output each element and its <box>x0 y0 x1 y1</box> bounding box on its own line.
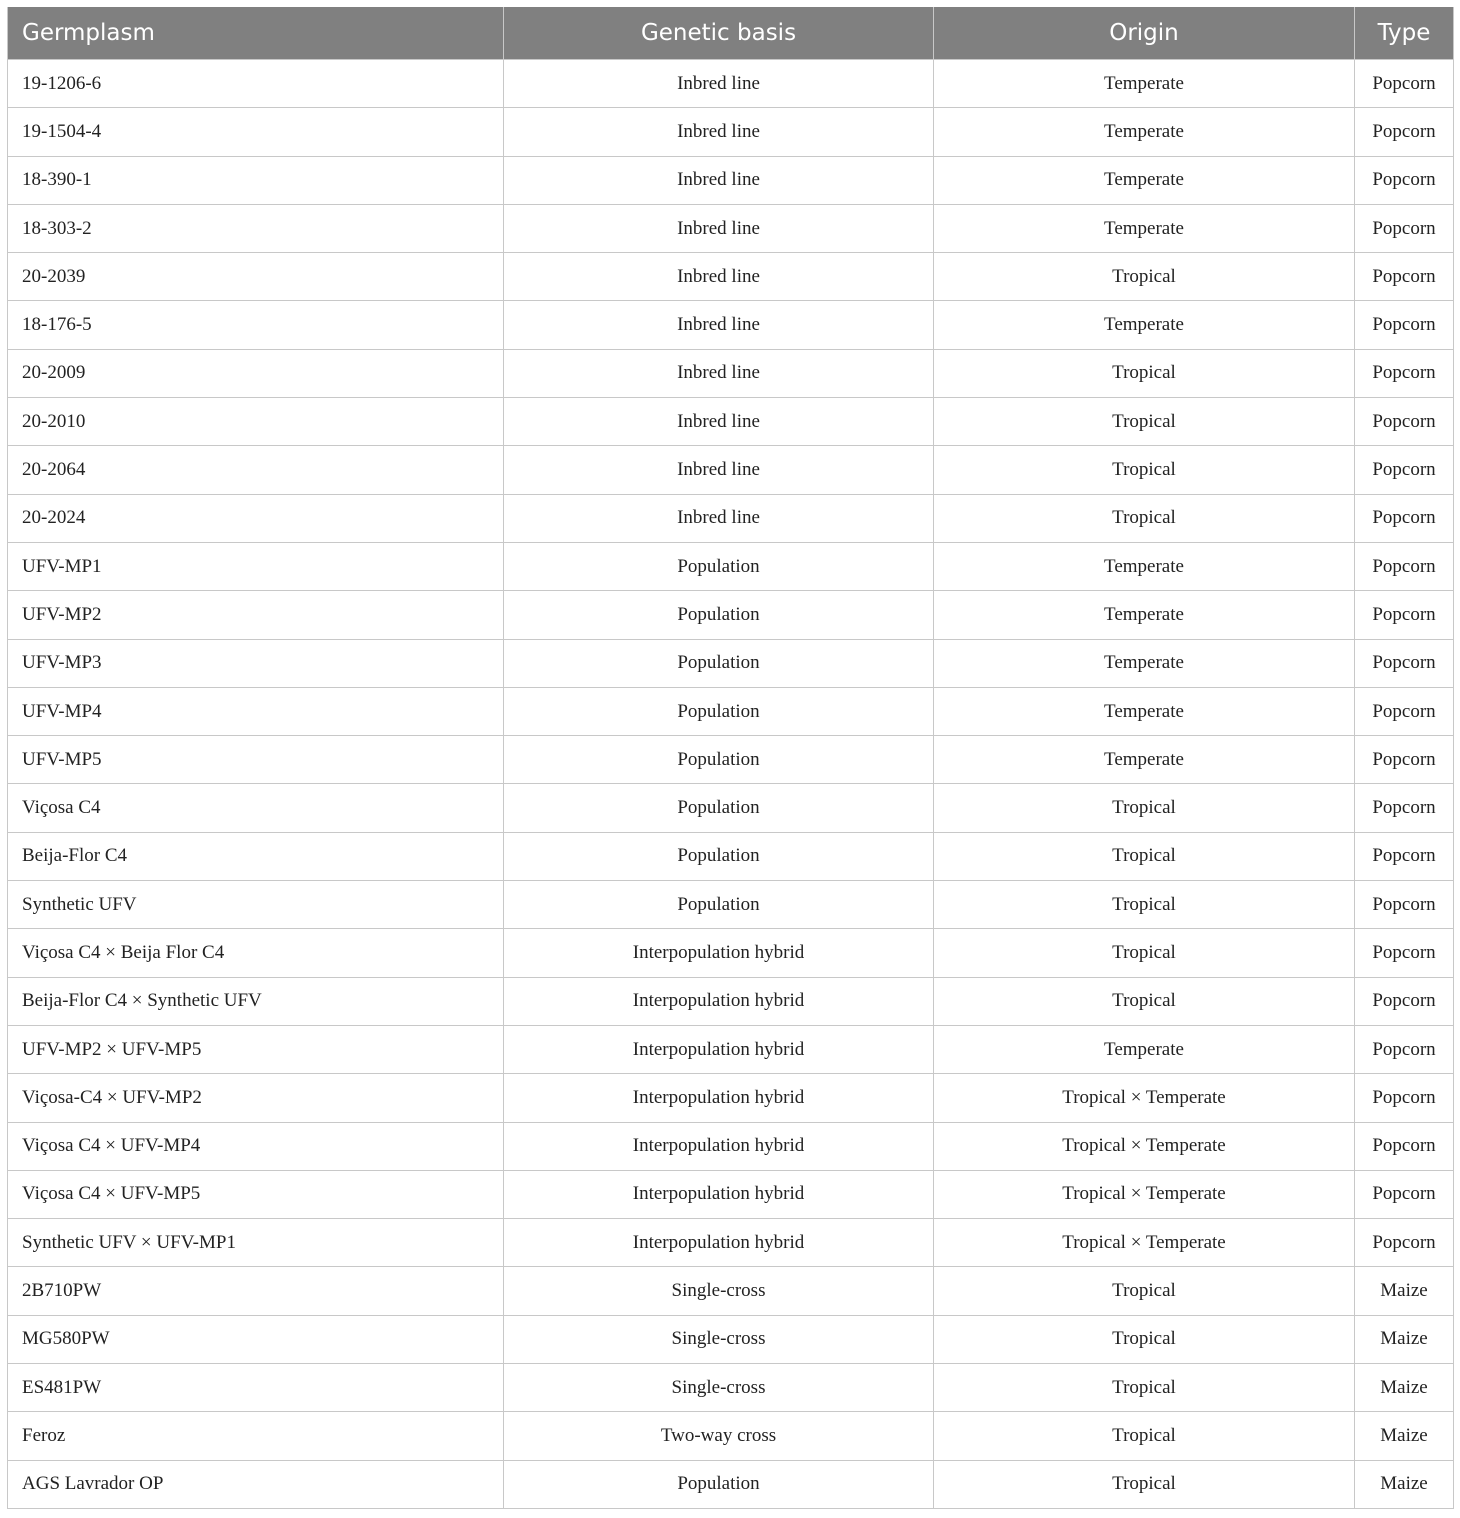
cell-germplasm: MG580PW <box>8 1315 504 1363</box>
cell-type: Maize <box>1355 1267 1454 1315</box>
header-genetic-basis: Genetic basis <box>504 7 934 60</box>
header-type: Type <box>1355 7 1454 60</box>
cell-germplasm: UFV-MP5 <box>8 736 504 784</box>
cell-origin: Tropical <box>934 494 1355 542</box>
cell-germplasm: 19-1504-4 <box>8 108 504 156</box>
table-row <box>8 542 1454 590</box>
cell-genetic-basis: Interpopulation hybrid <box>504 929 934 977</box>
cell-type: Popcorn <box>1355 542 1454 590</box>
cell-genetic-basis: Inbred line <box>504 446 934 494</box>
header-origin: Origin <box>934 7 1355 60</box>
cell-type: Popcorn <box>1355 253 1454 301</box>
cell-type: Popcorn <box>1355 1025 1454 1073</box>
cell-germplasm: Viçosa C4 × UFV-MP5 <box>8 1170 504 1218</box>
cell-origin: Tropical <box>934 784 1355 832</box>
cell-germplasm: Beija-Flor C4 <box>8 832 504 880</box>
cell-type: Maize <box>1355 1412 1454 1460</box>
cell-origin: Temperate <box>934 591 1355 639</box>
table-row <box>8 1074 1454 1122</box>
cell-origin: Temperate <box>934 542 1355 590</box>
cell-type: Popcorn <box>1355 156 1454 204</box>
cell-origin: Tropical <box>934 1267 1355 1315</box>
cell-origin: Tropical <box>934 398 1355 446</box>
table-row <box>8 156 1454 204</box>
cell-type: Maize <box>1355 1364 1454 1412</box>
cell-type: Maize <box>1355 1460 1454 1508</box>
cell-type: Popcorn <box>1355 881 1454 929</box>
cell-origin: Tropical <box>934 446 1355 494</box>
cell-origin: Temperate <box>934 301 1355 349</box>
cell-origin: Tropical <box>934 1460 1355 1508</box>
cell-genetic-basis: Single-cross <box>504 1267 934 1315</box>
cell-germplasm: 20-2024 <box>8 494 504 542</box>
table-row <box>8 929 1454 977</box>
table-row <box>8 1122 1454 1170</box>
table-row <box>8 349 1454 397</box>
header-germplasm: Germplasm <box>8 7 504 60</box>
cell-type: Popcorn <box>1355 494 1454 542</box>
cell-germplasm: AGS Lavrador OP <box>8 1460 504 1508</box>
cell-type: Popcorn <box>1355 204 1454 252</box>
cell-genetic-basis: Single-cross <box>504 1364 934 1412</box>
cell-origin: Temperate <box>934 639 1355 687</box>
cell-germplasm: Viçosa-C4 × UFV-MP2 <box>8 1074 504 1122</box>
cell-type: Popcorn <box>1355 1170 1454 1218</box>
cell-germplasm: 18-303-2 <box>8 204 504 252</box>
cell-germplasm: Feroz <box>8 1412 504 1460</box>
cell-origin: Tropical <box>934 832 1355 880</box>
cell-germplasm: ES481PW <box>8 1364 504 1412</box>
cell-origin: Tropical × Temperate <box>934 1074 1355 1122</box>
cell-origin: Tropical <box>934 881 1355 929</box>
cell-origin: Tropical <box>934 977 1355 1025</box>
cell-germplasm: 20-2009 <box>8 349 504 397</box>
cell-origin: Tropical <box>934 349 1355 397</box>
germplasm-table-container <box>7 7 1453 1509</box>
cell-germplasm: UFV-MP2 <box>8 591 504 639</box>
table-row <box>8 977 1454 1025</box>
cell-origin: Tropical <box>934 1412 1355 1460</box>
table-row <box>8 881 1454 929</box>
cell-type: Popcorn <box>1355 301 1454 349</box>
table-row <box>8 639 1454 687</box>
table-row <box>8 1460 1454 1508</box>
cell-germplasm: Synthetic UFV × UFV-MP1 <box>8 1219 504 1267</box>
table-row <box>8 1025 1454 1073</box>
cell-origin: Tropical <box>934 929 1355 977</box>
cell-type: Popcorn <box>1355 108 1454 156</box>
cell-germplasm: Beija-Flor C4 × Synthetic UFV <box>8 977 504 1025</box>
table-row <box>8 687 1454 735</box>
table-row <box>8 60 1454 108</box>
cell-germplasm: Viçosa C4 × Beija Flor C4 <box>8 929 504 977</box>
cell-type: Popcorn <box>1355 929 1454 977</box>
cell-genetic-basis: Population <box>504 591 934 639</box>
table-row <box>8 253 1454 301</box>
cell-genetic-basis: Interpopulation hybrid <box>504 1122 934 1170</box>
cell-germplasm: UFV-MP3 <box>8 639 504 687</box>
table-row <box>8 1219 1454 1267</box>
cell-type: Popcorn <box>1355 446 1454 494</box>
cell-germplasm: 20-2010 <box>8 398 504 446</box>
table-row <box>8 736 1454 784</box>
cell-type: Popcorn <box>1355 591 1454 639</box>
cell-origin: Tropical × Temperate <box>934 1219 1355 1267</box>
cell-genetic-basis: Inbred line <box>504 349 934 397</box>
cell-type: Popcorn <box>1355 977 1454 1025</box>
cell-genetic-basis: Population <box>504 1460 934 1508</box>
table-row <box>8 1364 1454 1412</box>
cell-genetic-basis: Interpopulation hybrid <box>504 1219 934 1267</box>
cell-genetic-basis: Interpopulation hybrid <box>504 1025 934 1073</box>
cell-genetic-basis: Inbred line <box>504 204 934 252</box>
table-row <box>8 204 1454 252</box>
cell-origin: Tropical <box>934 1364 1355 1412</box>
cell-genetic-basis: Population <box>504 687 934 735</box>
cell-origin: Tropical × Temperate <box>934 1170 1355 1218</box>
cell-type: Maize <box>1355 1315 1454 1363</box>
cell-genetic-basis: Two-way cross <box>504 1412 934 1460</box>
cell-origin: Temperate <box>934 204 1355 252</box>
table-row <box>8 494 1454 542</box>
cell-germplasm: Viçosa C4 <box>8 784 504 832</box>
cell-type: Popcorn <box>1355 832 1454 880</box>
table-row <box>8 1315 1454 1363</box>
cell-type: Popcorn <box>1355 60 1454 108</box>
cell-genetic-basis: Population <box>504 639 934 687</box>
cell-genetic-basis: Interpopulation hybrid <box>504 1170 934 1218</box>
cell-germplasm: UFV-MP2 × UFV-MP5 <box>8 1025 504 1073</box>
cell-germplasm: UFV-MP4 <box>8 687 504 735</box>
cell-germplasm: 18-176-5 <box>8 301 504 349</box>
cell-type: Popcorn <box>1355 639 1454 687</box>
cell-type: Popcorn <box>1355 1219 1454 1267</box>
cell-genetic-basis: Population <box>504 542 934 590</box>
cell-genetic-basis: Inbred line <box>504 108 934 156</box>
cell-germplasm: UFV-MP1 <box>8 542 504 590</box>
cell-genetic-basis: Single-cross <box>504 1315 934 1363</box>
cell-genetic-basis: Inbred line <box>504 301 934 349</box>
cell-type: Popcorn <box>1355 398 1454 446</box>
table-row <box>8 832 1454 880</box>
cell-germplasm: 2B710PW <box>8 1267 504 1315</box>
cell-type: Popcorn <box>1355 1122 1454 1170</box>
cell-genetic-basis: Population <box>504 736 934 784</box>
cell-germplasm: 20-2039 <box>8 253 504 301</box>
table-body <box>8 60 1454 1509</box>
cell-origin: Temperate <box>934 736 1355 784</box>
germplasm-table <box>7 7 1454 1509</box>
cell-germplasm: Viçosa C4 × UFV-MP4 <box>8 1122 504 1170</box>
cell-origin: Temperate <box>934 1025 1355 1073</box>
cell-genetic-basis: Population <box>504 784 934 832</box>
cell-origin: Tropical <box>934 1315 1355 1363</box>
cell-origin: Tropical <box>934 253 1355 301</box>
cell-origin: Temperate <box>934 108 1355 156</box>
cell-germplasm: 20-2064 <box>8 446 504 494</box>
cell-origin: Temperate <box>934 156 1355 204</box>
cell-germplasm: Synthetic UFV <box>8 881 504 929</box>
cell-genetic-basis: Interpopulation hybrid <box>504 977 934 1025</box>
table-row <box>8 108 1454 156</box>
table-row <box>8 1412 1454 1460</box>
cell-genetic-basis: Population <box>504 832 934 880</box>
cell-type: Popcorn <box>1355 784 1454 832</box>
table-row <box>8 301 1454 349</box>
cell-genetic-basis: Population <box>504 881 934 929</box>
cell-origin: Temperate <box>934 60 1355 108</box>
cell-type: Popcorn <box>1355 736 1454 784</box>
cell-germplasm: 19-1206-6 <box>8 60 504 108</box>
table-row <box>8 446 1454 494</box>
header-row <box>8 7 1454 60</box>
cell-type: Popcorn <box>1355 1074 1454 1122</box>
table-row <box>8 1267 1454 1315</box>
cell-origin: Temperate <box>934 687 1355 735</box>
cell-genetic-basis: Inbred line <box>504 494 934 542</box>
cell-genetic-basis: Inbred line <box>504 156 934 204</box>
cell-origin: Tropical × Temperate <box>934 1122 1355 1170</box>
table-row <box>8 784 1454 832</box>
cell-genetic-basis: Inbred line <box>504 398 934 446</box>
table-row <box>8 591 1454 639</box>
cell-genetic-basis: Inbred line <box>504 60 934 108</box>
cell-genetic-basis: Interpopulation hybrid <box>504 1074 934 1122</box>
table-row <box>8 398 1454 446</box>
table-row <box>8 1170 1454 1218</box>
table-header <box>8 7 1454 60</box>
cell-genetic-basis: Inbred line <box>504 253 934 301</box>
cell-type: Popcorn <box>1355 687 1454 735</box>
cell-type: Popcorn <box>1355 349 1454 397</box>
cell-germplasm: 18-390-1 <box>8 156 504 204</box>
